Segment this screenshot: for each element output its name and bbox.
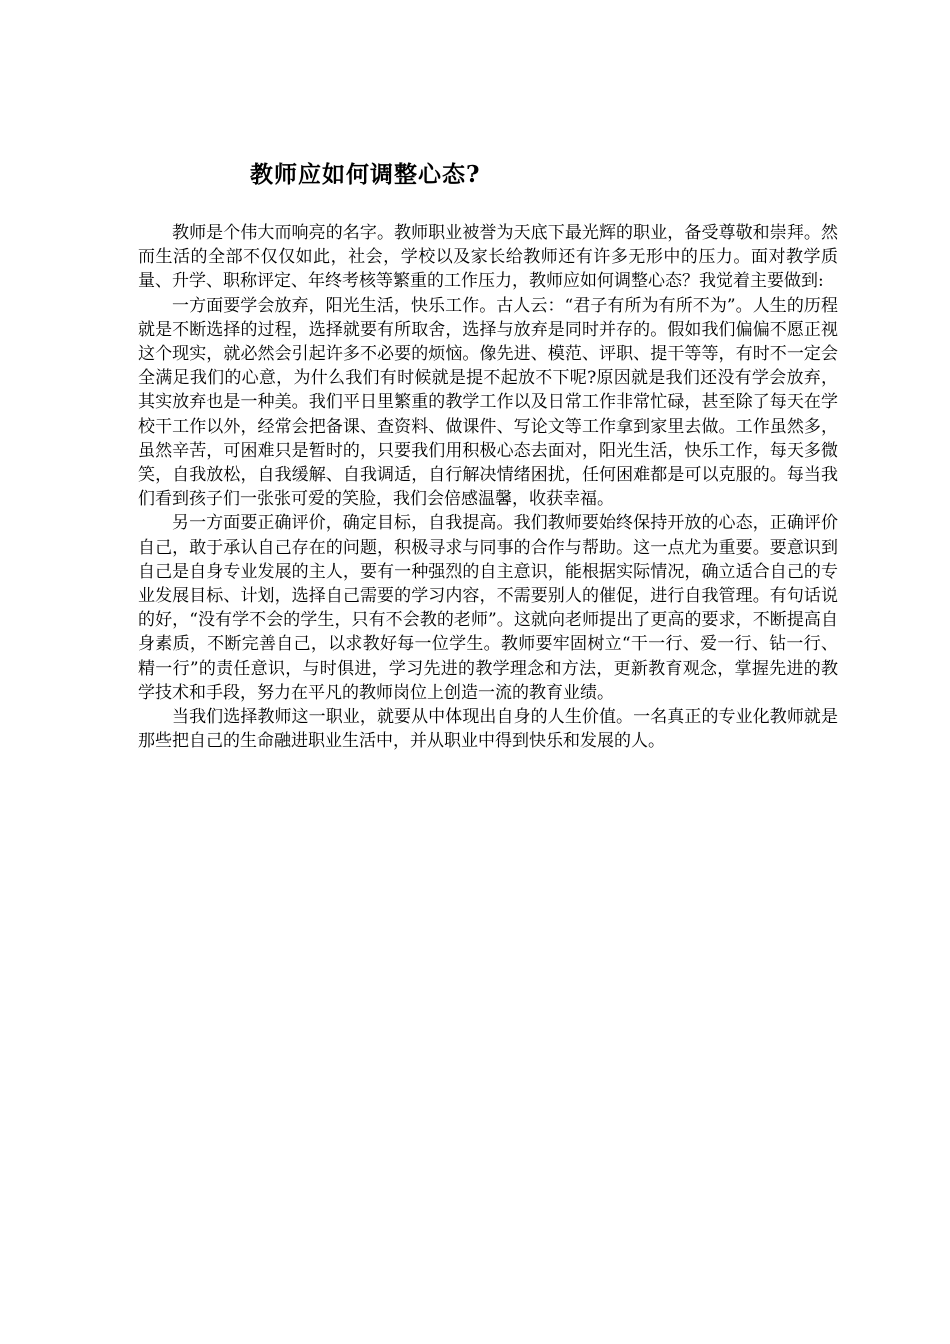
paragraph-let-go: 一方面要学会放弃，阳光生活，快乐工作。古人云：“君子有所为有所不为”。人生的历程就是不断选择的过程，选择就要有所取舍，选择与放弃是同时并存的。假如我们偏偏不愿正视这个现实，就必然会引起许多不必要的烦恼。像先进、模范、评职、提干等等，有时不一定会全满足我们的心意，为什么我们有时候就是提不起放不下呢?原因就是我们还没有学会放弃，其实放弃也是一种美。我们平日里繁重的教学工作以及日常工作非常忙碌，甚至除了每天在学校干工作以外，经常会把备课、查资料、做课件、写论文等工作拿到家里去做。工作虽然多，虽然辛苦，可困难只是暂时的，只要我们用积极心态去面对，阳光生活，快乐工作，每天多微笑，自我放松，自我缓解、自我调适，自行解决情绪困扰，任何困难都是可以克服的。每当我们看到孩子们一张张可爱的笑脸，我们会倍感温馨，收获幸福。 [138, 295, 838, 510]
paragraph-self-improve: 另一方面要正确评价，确定目标，自我提高。我们教师要始终保持开放的心态，正确评价自己，敢于承认自己存在的问题，积极寻求与同事的合作与帮助。这一点尤为重要。要意识到自己是自身专业发展的主人，要有一种强烈的自主意识，能根据实际情况，确立适合自己的专业发展目标、计划，选择自己需要的学习内容，不需要别人的催促，进行自我管理。有句话说的好，“没有学不会的学生，只有不会教的老师”。这就向老师提出了更高的要求，不断提高自身素质，不断完善自己，以求教好每一位学生。教师要牢固树立“干一行、爱一行、钻一行、精一行”的责任意识，与时俱进，学习先进的教学理念和方法，更新教育观念，掌握先进的教学技术和手段，努力在平凡的教师岗位上创造一流的教育业绩。 [138, 513, 838, 703]
document-title: 教师应如何调整心态? [250, 161, 481, 188]
paragraph-intro: 教师是个伟大而响亮的名字。教师职业被誉为天底下最光辉的职业，备受尊敬和崇拜。然而生活的全部不仅仅如此，社会，学校以及家长给教师还有许多无形中的压力。面对教学质量、升学、职称评定、年终考核等繁重的工作压力，教师应如何调整心态？我觉着主要做到: [138, 223, 838, 292]
paragraph-conclusion: 当我们选择教师这一职业，就要从中体现出自身的人生价值。一名真正的专业化教师就是那些把自己的生命融进职业生活中，并从职业中得到快乐和发展的人。 [138, 707, 838, 752]
document-body [138, 221, 838, 753]
